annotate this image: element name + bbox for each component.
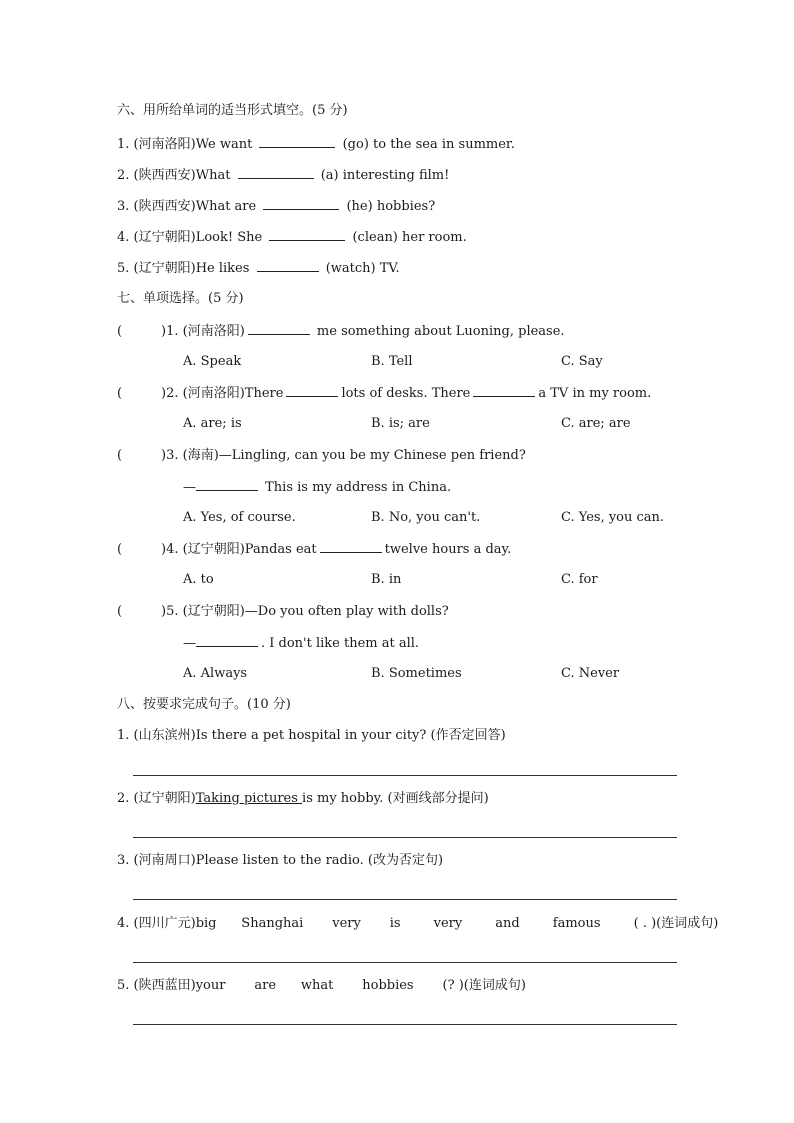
option-b[interactable]: B. No, you can't. bbox=[371, 510, 481, 525]
option-a[interactable]: A. Always bbox=[183, 666, 248, 681]
s7-question-5: ( )5. (辽宁朝阳)—Do you often play with dolls? bbox=[117, 604, 449, 619]
s8-question-2: 2. (辽宁朝阳)Taking pictures is my hobby. (对画线部分提问) bbox=[117, 791, 489, 806]
s7-question-2: ( )2. (河南洛阳)There lots of desks. There a TV in my room. bbox=[117, 386, 652, 401]
option-c[interactable]: C. are; are bbox=[561, 416, 631, 431]
section-8-heading: 八、按要求完成句子。(10 分) bbox=[117, 697, 291, 712]
s6-question-3: 3. (陕西西安)What are (he) hobbies? bbox=[117, 199, 436, 214]
answer-line[interactable] bbox=[133, 962, 677, 963]
s8-question-4: 4. (四川广元)big Shanghai very is very and famous ( . )(连词成句) bbox=[117, 916, 719, 931]
answer-blank[interactable] bbox=[196, 478, 258, 491]
s6-question-2: 2. (陕西西安)What (a) interesting film! bbox=[117, 168, 450, 183]
answer-blank[interactable] bbox=[196, 634, 258, 647]
answer-paren[interactable]: ( bbox=[117, 604, 123, 619]
answer-blank[interactable] bbox=[286, 384, 338, 397]
section-6-heading: 六、用所给单词的适当形式填空。(5 分) bbox=[117, 103, 348, 118]
answer-paren[interactable]: ( bbox=[117, 542, 123, 557]
answer-blank[interactable] bbox=[238, 166, 314, 179]
section-7-heading: 七、单项选择。(5 分) bbox=[117, 291, 244, 306]
option-b[interactable]: B. is; are bbox=[371, 416, 430, 431]
s6-question-1: 1. (河南洛阳)We want (go) to the sea in summer. bbox=[117, 137, 515, 152]
answer-paren[interactable]: ( bbox=[117, 386, 123, 401]
answer-line[interactable] bbox=[133, 837, 677, 838]
s7-question-3: ( )3. (海南)—Lingling, can you be my Chinese pen friend? bbox=[117, 448, 526, 463]
s7-question-5-reply: — . I don't like them at all. bbox=[183, 636, 420, 651]
answer-blank[interactable] bbox=[263, 197, 339, 210]
answer-paren[interactable]: ( bbox=[117, 324, 123, 339]
answer-blank[interactable] bbox=[269, 228, 345, 241]
option-a[interactable]: A. to bbox=[183, 572, 214, 587]
s7-question-4: ( )4. (辽宁朝阳)Pandas eat twelve hours a day. bbox=[117, 542, 512, 557]
answer-blank[interactable] bbox=[257, 259, 319, 272]
s7-question-3-reply: — This is my address in China. bbox=[183, 480, 452, 495]
answer-paren[interactable]: ( bbox=[117, 448, 123, 463]
option-c[interactable]: C. for bbox=[561, 572, 598, 587]
s6-question-4: 4. (辽宁朝阳)Look! She (clean) her room. bbox=[117, 230, 467, 245]
s8-question-1: 1. (山东滨州)Is there a pet hospital in your city? (作否定回答) bbox=[117, 728, 506, 743]
s8-question-5: 5. (陕西蓝田)your are what hobbies (? )(连词成句) bbox=[117, 978, 526, 993]
answer-line[interactable] bbox=[133, 775, 677, 776]
s8-question-3: 3. (河南周口)Please listen to the radio. (改为否定句) bbox=[117, 853, 444, 868]
option-c[interactable]: C. Never bbox=[561, 666, 620, 681]
answer-blank[interactable] bbox=[248, 322, 310, 335]
answer-blank[interactable] bbox=[320, 540, 382, 553]
option-a[interactable]: A. Yes, of course. bbox=[183, 510, 296, 525]
option-b[interactable]: B. in bbox=[371, 572, 402, 587]
s7-question-1: ( )1. (河南洛阳) me something about Luoning, please. bbox=[117, 324, 565, 339]
option-b[interactable]: B. Tell bbox=[371, 354, 413, 369]
answer-blank[interactable] bbox=[473, 384, 535, 397]
answer-line[interactable] bbox=[133, 1024, 677, 1025]
answer-blank[interactable] bbox=[259, 135, 335, 148]
option-b[interactable]: B. Sometimes bbox=[371, 666, 462, 681]
option-c[interactable]: C. Yes, you can. bbox=[561, 510, 665, 525]
option-a[interactable]: A. are; is bbox=[183, 416, 242, 431]
option-c[interactable]: C. Say bbox=[561, 354, 603, 369]
answer-line[interactable] bbox=[133, 899, 677, 900]
s6-question-5: 5. (辽宁朝阳)He likes (watch) TV. bbox=[117, 261, 400, 276]
option-a[interactable]: A. Speak bbox=[183, 354, 242, 369]
